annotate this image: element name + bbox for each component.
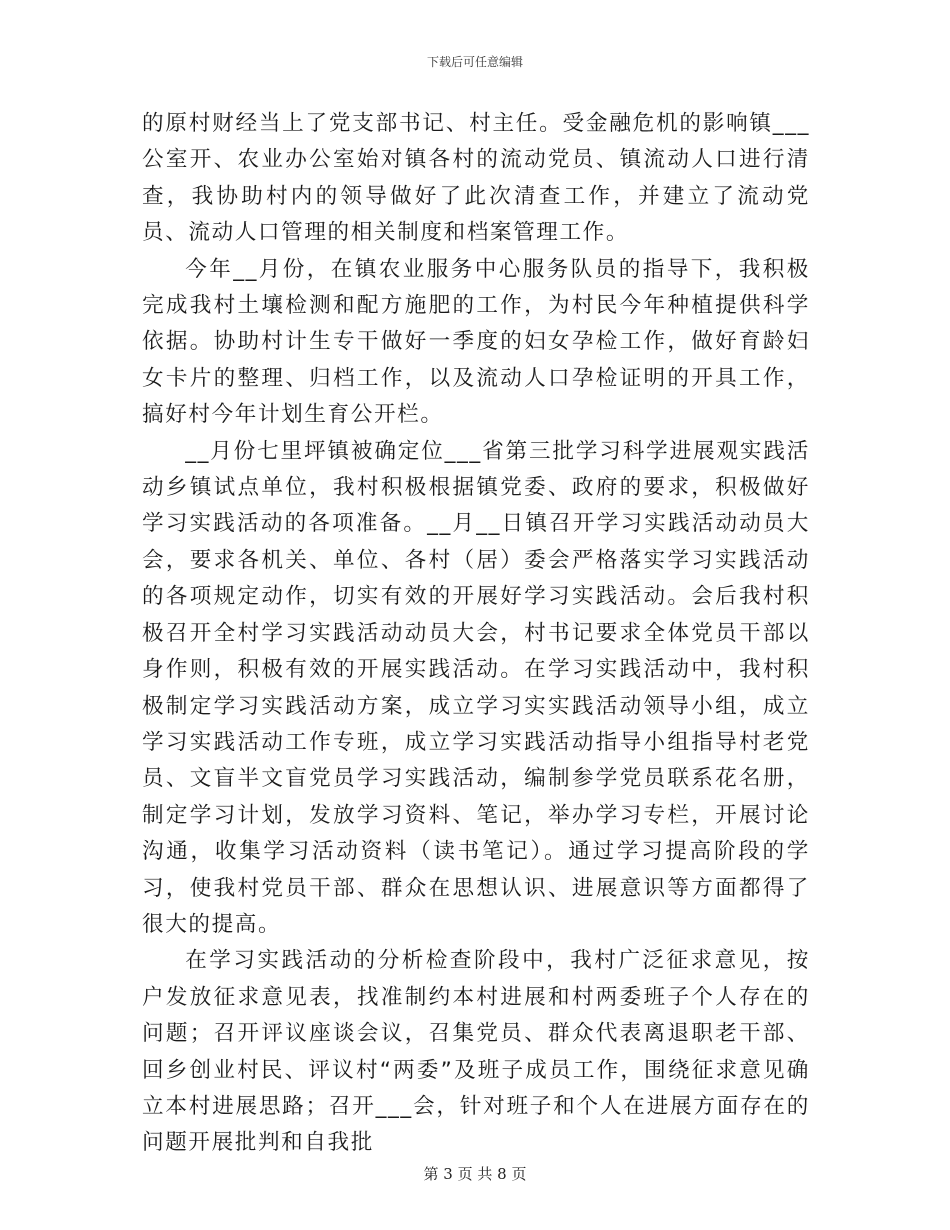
paragraph-1: 的原村财经当上了党支部书记、村主任。受金融危机的影响镇___公室开、农业办公室始对镇各村的流动党员、镇流动人口进行清查，我协助村内的领导做好了此次清查工作，并建立了流动党员、流动人口管理的相关制度和档案管理工作。 [142, 111, 810, 246]
paragraph-4: 在学习实践活动的分析检查阶段中，我村广泛征求意见，按户发放征求意见表，找准制约本村进展和村两委班子个人存在的问题；召开评议座谈会议，召集党员、群众代表离退职老干部、回乡创业村民、评议村“两委”及班子成员工作，围绕征求意见确立本村进展思路；召开___会，针对班子和个人在进展方面存在的问题开展批判和自我批 [142, 948, 810, 1156]
paragraph-2: 今年__月份，在镇农业服务中心服务队员的指导下，我积极完成我村土壤检测和配方施肥的工作，为村民今年种植提供科学依据。协助村计生专干做好一季度的妇女孕检工作，做好育龄妇女卡片的整理、归档工作，以及流动人口孕检证明的开具工作，搞好村今年计划生育公开栏。 [142, 256, 810, 428]
page-number-footer: 第 3 页 共 8 页 [423, 1165, 527, 1183]
page-header: 下载后可任意编辑 [426, 55, 523, 69]
document-body [142, 106, 810, 1162]
paragraph-3: __月份七里坪镇被确定位___省第三批学习科学进展观实践活动乡镇试点单位，我村积极根据镇党委、政府的要求，积极做好学习实践活动的各项准备。__月__日镇召开学习实践活动动员大会，要求各机关、单位、各村（居）委会严格落实学习实践活动的各项规定动作，切实有效的开展好学习实践活动。会后我村积极召开全村学习实践活动动员大会，村书记要求全体党员干部以身作则，积极有效的开展实践活动。在学习实践活动中，我村积极制定学习实践活动方案，成立学习实实践活动领导小组，成立学习实践活动工作专班，成立学习实践活动指导小组指导村老党员、文盲半文盲党员学习实践活动，编制参学党员联系花名册，制定学习计划，发放学习资料、笔记，举办学习专栏，开展讨论沟通，收集学习活动资料（读书笔记）。通过学习提高阶段的学习，使我村党员干部、群众在思想认识、进展意识等方面都得了很大的提高。 [142, 438, 810, 937]
